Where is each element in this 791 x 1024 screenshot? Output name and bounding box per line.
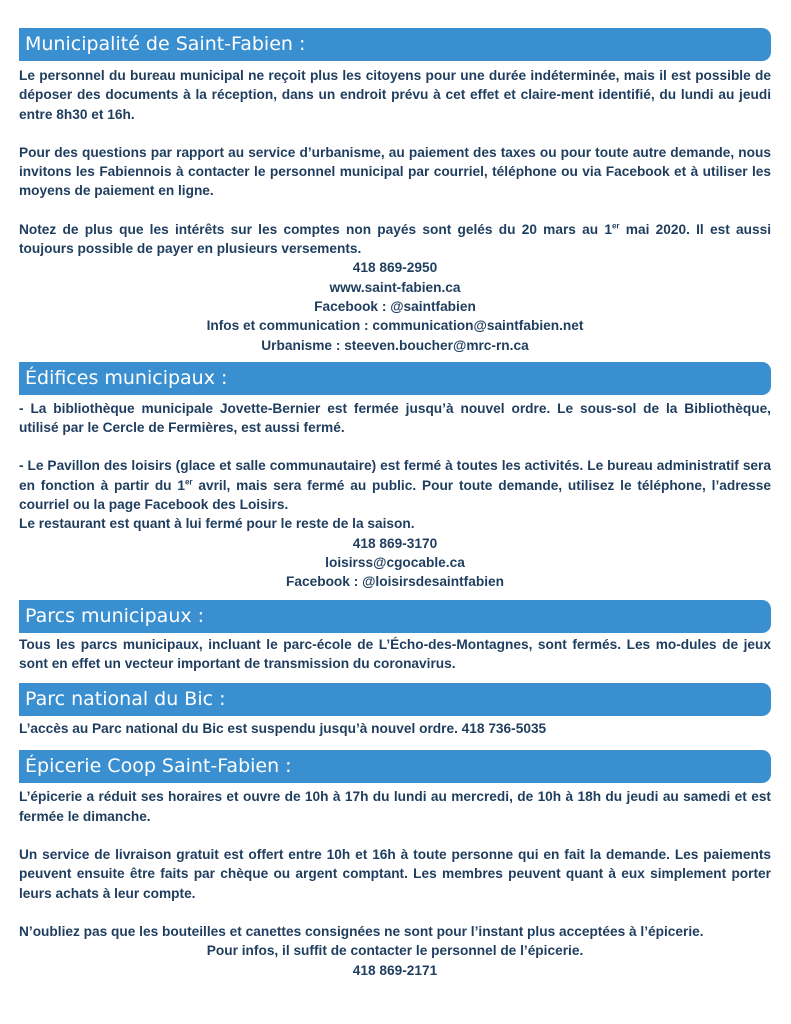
bic-paragraph-1: L’accès au Parc national du Bic est suspendu jusqu’à nouvel ordre. 418 736-5035 (19, 721, 547, 737)
municipalite-infos-email: Infos et communication : communication@saintfabien.net (206, 318, 584, 334)
municipalite-paragraph-3: Notez de plus que les intérêts sur les comptes non payés sont gelés du 20 mars au 1er mai 2020. Il est aussi toujours possible de payer en plusieurs versements. (19, 221, 771, 257)
edifices-paragraph-2: - Le Pavillon des loisirs (glace et salle communautaire) est fermé à toutes les activités. Le bureau administratif sera en fonction à partir du 1er avril, mais sera fermé au public. Pour toute demande, utilisez le téléphone, l’adresse courriel ou la page Facebook des Loisirs. (19, 458, 771, 513)
bulletin-page (19, 28, 771, 980)
municipalite-urbanisme-email: Urbanisme : steeven.boucher@mrc-rn.ca (261, 337, 529, 353)
epicerie-contact: Pour infos, il suffit de contacter le personnel de l’épicerie. (206, 943, 584, 959)
epicerie-paragraph-3: N’oubliez pas que les bouteilles et canettes consignées ne sont pour l’instant plus acceptées à l’épicerie. (19, 923, 704, 939)
municipalite-paragraph-2: Pour des questions par rapport au service d’urbanisme, au paiement des taxes ou pour toute autre demande, nous invitons les Fabiennois à contacter le personnel municipal par courriel, téléphone ou via Facebook et à utiliser les moyens de paiement en ligne. (19, 144, 771, 199)
epicerie-phone: 418 869-2171 (352, 962, 438, 978)
municipalite-website-link[interactable]: www.saint-fabien.ca (329, 279, 461, 295)
edifices-paragraph-1: - La bibliothèque municipale Jovette-Bernier est fermée jusqu’à nouvel ordre. Le sous-sol de la Bibliothèque, utilisé par le Cercle de Fermières, est aussi fermé. (19, 400, 771, 436)
edifices-phone: 418 869-3170 (352, 535, 438, 551)
parcs-paragraph-1: Tous les parcs municipaux, incluant le parc-école de L’Écho-des-Montagnes, sont fermés. Les mo-dules de jeux sont en effet un vecteur important de transmission du coronavirus. (19, 636, 771, 671)
section-header-bic: Parc national du Bic : (19, 683, 771, 716)
section-header-parcs: Parcs municipaux : (19, 600, 771, 633)
section-header-edifices: Édifices municipaux : (19, 362, 771, 395)
edifices-email: loisirss@cgocable.ca (325, 554, 465, 570)
epicerie-paragraph-2: Un service de livraison gratuit est offert entre 10h et 16h à toute personne qui en fait la demande. Les paiements peuvent ensuite être faits par chèque ou argent comptant. Les membres peuvent quant à eux simplement porter leurs achats à leur compte. (19, 847, 771, 901)
edifices-facebook: Facebook : @loisirsdesaintfabien (286, 574, 504, 590)
section-header-epicerie: Épicerie Coop Saint-Fabien : (19, 750, 771, 783)
edifices-paragraph-3: Le restaurant est quant à lui fermé pour le reste de la saison. (19, 516, 415, 532)
epicerie-paragraph-1: L’épicerie a réduit ses horaires et ouvre de 10h à 17h du lundi au mercredi, de 10h à 18h du jeudi au samedi et est fermée le dimanche. (19, 789, 771, 824)
municipalite-paragraph-1: Le personnel du bureau municipal ne reçoit plus les citoyens pour une durée indéterminée, mais il est possible de déposer des documents à la réception, dans un endroit prévu à cet effet et claire-ment identifié, du lundi au jeudi entre 8h30 et 16h. (19, 68, 771, 122)
municipalite-phone: 418 869-2950 (352, 260, 438, 276)
section-header-municipalite: Municipalité de Saint-Fabien : (19, 28, 771, 61)
municipalite-facebook: Facebook : @saintfabien (314, 298, 476, 314)
